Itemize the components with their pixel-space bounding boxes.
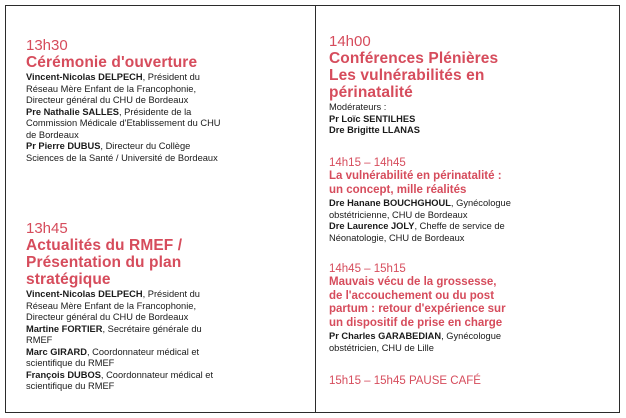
speaker-name: Dre Laurence JOLY [329, 221, 415, 231]
coffee-break [329, 375, 613, 388]
speaker-role: , Gynécologue obstétricien, CHU de Lille [329, 331, 502, 353]
speaker-role: , Présidente de la Commission Médicale d'Etablissement du CHU de Bordeaux [26, 106, 221, 140]
speaker-entry [329, 331, 539, 354]
speaker-role: , Directeur du Collège Sciences de la Santé / Université de Bordeaux [26, 141, 218, 163]
title-line: partum : retour d'expérience sur [329, 303, 506, 315]
speaker-list [26, 72, 226, 164]
right-column [316, 6, 619, 412]
speaker-entry [26, 107, 226, 142]
speaker-list [26, 289, 226, 393]
title-line: Présentation du plan [26, 254, 182, 271]
session-title [329, 50, 613, 101]
session-time: 14h00 [329, 33, 371, 50]
session-rmef-update [26, 220, 309, 393]
speaker-name: Martine FORTIER [26, 323, 103, 334]
program-table [5, 5, 620, 413]
moderators-label: Modérateurs : [329, 102, 387, 112]
talk-time: 14h15 – 14h45 [329, 157, 406, 169]
title-line: périnatalité [329, 84, 413, 101]
moderator-name: Dre Brigitte LLANAS [329, 125, 420, 135]
speaker-role: , Secrétaire générale du RMEF [26, 323, 202, 345]
speaker-list [329, 331, 539, 354]
speaker-entry [26, 324, 226, 347]
speaker-role: , Coordonnateur médical et scientifique du RMEF [26, 346, 200, 368]
speaker-name: Vincent-Nicolas DELPECH [26, 72, 143, 82]
speaker-name: Vincent-Nicolas DELPECH [26, 289, 143, 299]
session-title: Cérémonie d'ouverture [26, 54, 198, 71]
title-line: Actualités du RMEF / [26, 237, 183, 254]
moderator-entry [329, 114, 613, 126]
speaker-name: Pre Nathalie SALLES [26, 106, 119, 117]
session-title [26, 237, 309, 288]
coffee-break-label: 15h15 – 15h45 PAUSE CAFÉ [329, 375, 481, 387]
speaker-role: , Président du Réseau Mère Enfant de la Francophonie, Directeur général du CHU de Bordeaux [26, 289, 200, 322]
title-line: Mauvais vécu de la grossesse, [329, 276, 497, 288]
speaker-entry [26, 289, 226, 324]
session-time: 13h30 [26, 37, 68, 54]
title-line: un dispositif de prise en charge [329, 316, 503, 329]
speaker-entry [329, 198, 539, 221]
title-line: de l'accouchement ou du post [329, 289, 495, 302]
speaker-name: François DUBOS [26, 369, 101, 380]
title-line: Les vulnérabilités en [329, 67, 485, 84]
speaker-entry [26, 347, 226, 370]
talk-time: 14h45 – 15h15 [329, 263, 406, 275]
speaker-name: Pr Pierre DUBUS [26, 141, 101, 151]
speaker-role: , Gynécologue obstétricienne, CHU de Bordeaux [329, 198, 511, 220]
talk-title [329, 170, 613, 197]
speaker-role: , Cheffe de service de Néonatologie, CHU de Bordeaux [329, 221, 505, 243]
speaker-entry [26, 141, 226, 164]
session-plenary [329, 33, 613, 137]
title-line: Conférences Plénières [329, 50, 499, 67]
speaker-entry [26, 370, 226, 393]
speaker-entry [26, 72, 226, 107]
moderator-list [329, 102, 613, 137]
speaker-name: Dre Hanane BOUCHGHOUL [329, 198, 451, 208]
talk-vulnerability [329, 157, 613, 244]
speaker-role: , Président du Réseau Mère Enfant de la Francophonie, Directeur général du CHU de Bordeaux [26, 72, 200, 105]
speaker-name: Pr Charles GARABEDIAN [329, 331, 442, 341]
talk-title [329, 276, 613, 330]
speaker-list [329, 198, 539, 244]
title-line: stratégique [26, 271, 111, 288]
moderator-entry [329, 125, 613, 137]
speaker-name: Marc GIRARD [26, 346, 87, 357]
title-line: La vulnérabilité en périnatalité : [329, 170, 502, 182]
moderator-name: Pr Loïc SENTILHES [329, 113, 416, 124]
speaker-role: , Coordonnateur médical et scientifique du RMEF [26, 369, 214, 391]
speaker-entry [329, 221, 539, 244]
session-opening [26, 37, 309, 164]
talk-pregnancy-experience [329, 263, 613, 354]
left-column [6, 6, 316, 412]
title-line: un concept, mille réalités [329, 183, 467, 196]
session-time: 13h45 [26, 220, 68, 237]
